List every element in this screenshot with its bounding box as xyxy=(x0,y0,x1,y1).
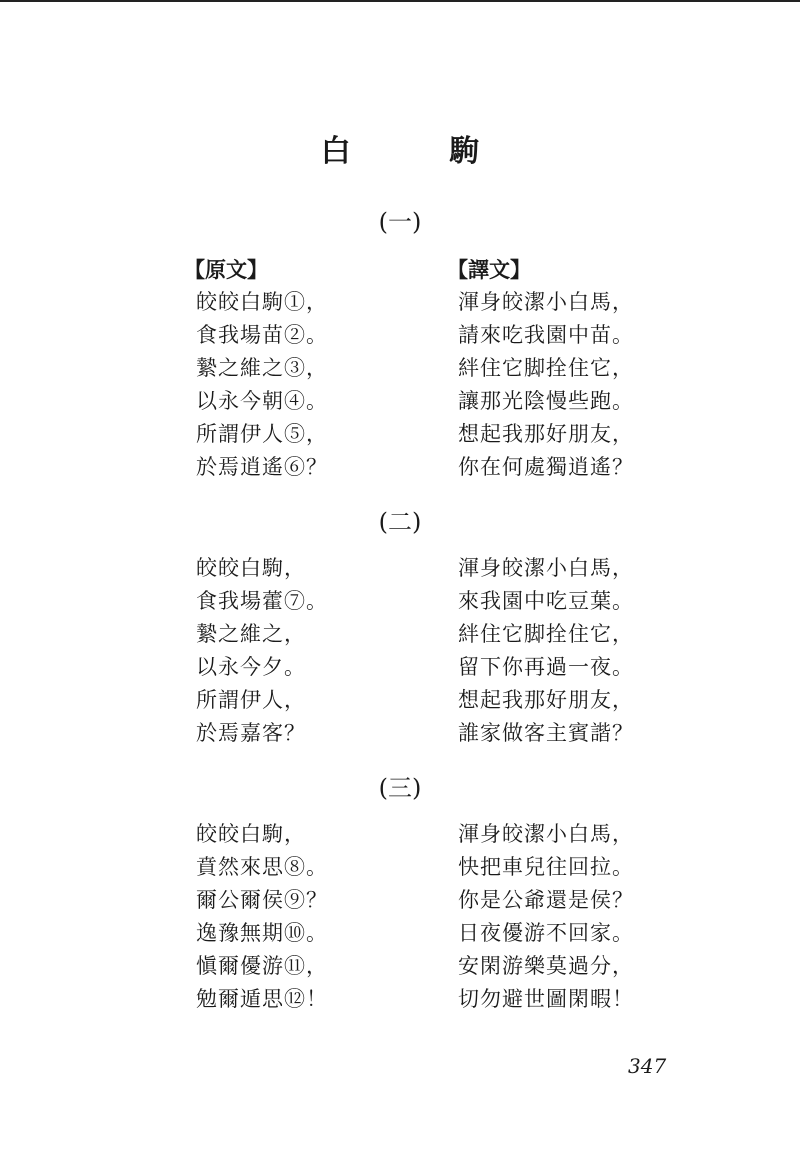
original-line: 所謂伊人， xyxy=(196,688,306,712)
translation-line: 來我園中吃豆葉。 xyxy=(458,589,634,613)
original-line: 縶之維之③， xyxy=(196,356,328,380)
original-line: 皎皎白駒， xyxy=(196,822,306,846)
original-line: 愼爾優游⑪， xyxy=(196,954,328,978)
translation-line: 渾身皎潔小白馬， xyxy=(458,822,634,846)
translation-column-header: 【譯文】 xyxy=(447,257,531,282)
translation-line: 請來吃我園中苗。 xyxy=(458,323,634,347)
translation-line: 日夜優游不回家。 xyxy=(458,921,634,945)
translation-line: 絆住它脚拴住它， xyxy=(458,356,634,380)
translation-line: 快把車兒往回拉。 xyxy=(458,855,634,879)
stanza-heading: (三) xyxy=(378,774,422,802)
stanza-heading: (二) xyxy=(378,508,422,536)
original-line: 所謂伊人⑤， xyxy=(196,422,328,446)
translation-line: 你是公爺還是侯？ xyxy=(458,888,634,912)
translation-line: 你在何處獨逍遙？ xyxy=(458,455,634,479)
original-line: 以永今朝④。 xyxy=(196,389,328,413)
translation-line: 渾身皎潔小白馬， xyxy=(458,556,634,580)
translation-line: 想起我那好朋友， xyxy=(458,422,634,446)
translation-line: 切勿避世圖閑暇！ xyxy=(458,987,634,1011)
original-line: 勉爾遁思⑫！ xyxy=(196,987,328,1011)
translation-line: 讓那光陰慢些跑。 xyxy=(458,389,634,413)
page-number: 347 xyxy=(628,1054,667,1078)
stanza-heading: (一) xyxy=(378,208,422,236)
translation-line: 誰家做客主賓諧？ xyxy=(458,721,634,745)
original-line: 縶之維之， xyxy=(196,622,306,646)
original-column-header: 【原文】 xyxy=(184,257,268,282)
translation-line: 渾身皎潔小白馬， xyxy=(458,290,634,314)
page-title: 白 駒 xyxy=(320,134,524,169)
original-line: 賁然來思⑧。 xyxy=(196,855,328,879)
translation-line: 絆住它脚拴住它， xyxy=(458,622,634,646)
original-line: 皎皎白駒①， xyxy=(196,290,328,314)
original-line: 食我場藿⑦。 xyxy=(196,589,328,613)
original-line: 爾公爾侯⑨？ xyxy=(196,888,328,912)
original-line: 食我場苗②。 xyxy=(196,323,328,347)
translation-line: 留下你再過一夜。 xyxy=(458,655,634,679)
original-line: 以永今夕。 xyxy=(196,655,306,679)
original-line: 於焉逍遙⑥？ xyxy=(196,455,328,479)
original-line: 皎皎白駒， xyxy=(196,556,306,580)
original-line: 逸豫無期⑩。 xyxy=(196,921,328,945)
top-rule xyxy=(0,0,800,2)
translation-line: 想起我那好朋友， xyxy=(458,688,634,712)
original-line: 於焉嘉客？ xyxy=(196,721,306,745)
translation-line: 安閑游樂莫過分， xyxy=(458,954,634,978)
